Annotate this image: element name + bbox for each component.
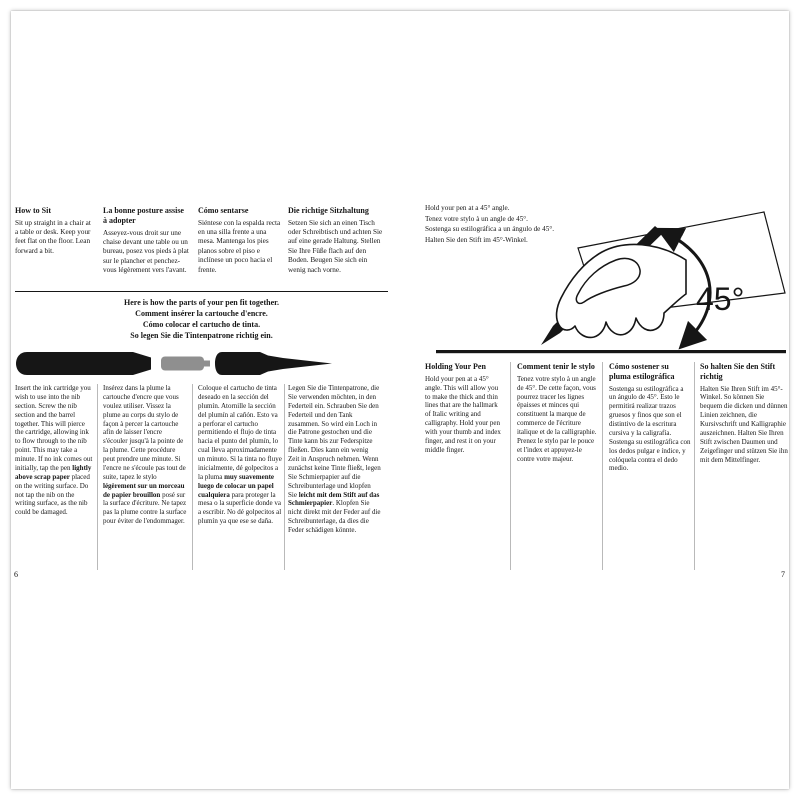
pen-parts-illustration xyxy=(15,349,337,378)
angle-caption-de: Halten Sie den Stift im 45°-Winkel. xyxy=(425,235,528,244)
hold-heading-fr: Comment tenir le stylo xyxy=(517,362,595,371)
sit-body-fr: Asseyez-vous droit sur une chaise devant une table ou un bureau, posez vos pieds à plat sur le plancher et penchez-vous légèrement vers l'avant. xyxy=(103,228,189,274)
hold-heading-en: Holding Your Pen xyxy=(425,362,486,371)
sit-heading-es: Cómo sentarse xyxy=(198,206,249,215)
sit-body-en: Sit up straight in a chair at a table or desk. Keep your feet flat on the floor. Lean forward a bit. xyxy=(15,218,91,255)
assembly-body-de: Legen Sie die Tintenpatrone, die Sie verwenden möchten, in den Federteil ein. Schrauben Sie den Federteil und den Tank zusammen. So wird ein Loch in die Patrone gestochen und die Tinte kann bis zur Federspitze fließen. Dies kann ein wenig Zeit in Anspruch nehmen. Wenn zunächst keine Tinte fließt, legen Sie Schmierpapier auf die Schreibunterlage und klopfen Sie leicht mit dem Stift auf das Schmierpapier. Klopfen Sie nicht direkt mit der Feder auf die Schreibunterlage, da dies die Feder schädigen könnte. xyxy=(288,384,381,534)
pen-barrel-shape xyxy=(16,352,151,375)
hold-body-de: Halten Sie Ihren Stift im 45°-Winkel. So können Sie bequem die dicken und dünnen Linien zeichnen, die Kursivschrift und Kalligraphie auszeichnen. Halten Sie Ihren Stift zwischen Daumen und Zeigefinger und stützen Sie ihn mit dem Mittelfinger. xyxy=(700,384,788,464)
assembly-body-es: Coloque el cartucho de tinta deseado en la sección del plumín. Atornille la sección del plumín al cañón. Esto va a perforar el cartucho permitiendo el flujo de tinta hacia el punto del plumín, lo cual lleva aproximadamente un minuto. Si la tinta no fluye inicialmente, dé golpecitos a la pluma muy suavemente luego de colocar un papel cualquiera para proteger la mesa o la superficie donde va a escribir. No dé golpecitos al plumín ya que ese se daña. xyxy=(198,384,282,526)
sit-column-de xyxy=(288,206,385,275)
assembly-body-fr: Insérez dans la plume la cartouche d'encre que vous voulez utiliser. Vissez la plume au corps du stylo de façon à percer la cartouche afin de laisser l'encre s'écouler jusqu'à la pointe de la plume. Cette procédure peut prendre une minute. Si l'encre ne s'écoule pas tout de suite, tapez le stylo légèrement sur un morceau de papier brouillon posé sur la surface d'écriture. Ne tapez pas la plume contre la surface pour éviter de l'endommager. xyxy=(103,384,187,526)
assembly-column-es xyxy=(198,384,282,526)
ink-cartridge-nipple xyxy=(204,361,210,367)
section-rule xyxy=(15,291,388,292)
hold-heading-es: Cómo sostener su pluma estilográfica xyxy=(609,362,675,381)
assembly-intro-line-de: So legen Sie die Tintenpatrone richtig ein. xyxy=(130,331,273,340)
sit-column-en xyxy=(15,206,95,256)
right-page-number: 7 xyxy=(781,570,785,579)
assembly-column-en xyxy=(15,384,95,517)
hold-column-de xyxy=(700,362,788,464)
ink-cartridge-shape xyxy=(161,357,204,371)
assembly-intro xyxy=(15,297,388,341)
column-separator xyxy=(510,362,511,570)
hold-body-en: Hold your pen at a 45° angle. This will allow you to make the thick and thin lines that are the hallmark of Italic writing and calligraphy. Hold your pen with your thumb and index finger, and rest it on your middle finger. xyxy=(425,374,501,454)
sit-body-es: Siéntese con la espalda recta en una silla frente a una mesa. Mantenga los pies planos sobre el piso e inclínese un poco hacia el frente. xyxy=(198,218,281,274)
angle-caption-fr: Tenez votre stylo à un angle de 45°. xyxy=(425,214,528,223)
column-separator xyxy=(97,384,98,570)
angle-caption-en: Hold your pen at a 45° angle. xyxy=(425,204,510,212)
left-page-number: 6 xyxy=(14,570,18,579)
sit-column-es xyxy=(198,206,282,275)
hold-column-es xyxy=(609,362,692,473)
assembly-intro-line-en: Here is how the parts of your pen fit together. xyxy=(124,298,279,307)
writing-surface-line xyxy=(436,350,786,353)
assembly-body-en: Insert the ink cartridge you wish to use into the nib section. Screw the nib section and the barrel together. This will pierce the cartridge, allowing ink to flow through to the nib point. This may take a minute. If no ink comes out initially, tap the pen lightly above scrap paper placed on the writing surface. Do not tap the nib on the writing surface, as the nib could be damaged. xyxy=(15,384,93,517)
sit-column-fr xyxy=(103,206,189,275)
angle-caption-es: Sostenga su estilográfica a un ángulo de 45°. xyxy=(425,225,555,233)
column-separator xyxy=(284,384,285,570)
column-separator xyxy=(192,384,193,570)
sit-body-de: Setzen Sie sich an einen Tisch oder Schreibtisch und achten Sie auf eine gerade Haltung. Stellen Sie Ihre Füße flach auf den Boden. Beugen Sie sich ein wenig nach vorne. xyxy=(288,218,383,274)
assembly-intro-line-es: Cómo colocar el cartucho de tinta. xyxy=(142,320,261,329)
angle-label: 45° xyxy=(696,281,745,317)
assembly-intro-line-fr: Comment insérer la cartouche d'encre. xyxy=(135,309,268,318)
column-separator xyxy=(694,362,695,570)
column-separator xyxy=(602,362,603,570)
hold-body-fr: Tenez votre stylo à un angle de 45°. De cette façon, vous pourrez tracer les lignes épaisses et minces qui constituent la marque de commerce de l'écriture italique et de la calligraphie. Prenez le stylo par le pouce et l'index et appuyez-le contre votre majeur. xyxy=(517,374,597,463)
sit-heading-fr: La bonne posture assise à adopter xyxy=(103,206,184,225)
angle-caption xyxy=(425,203,615,245)
hold-body-es: Sostenga su estilográfica a un ángulo de 45°. Esto le permitirá realizar trazos gruesos y finos que son el distintivo de la escritura cursiva y la caligrafía. Sostenga su estilográfica con los dedos pulgar e índice, y colóquela contra el dedo medio. xyxy=(609,384,691,473)
hold-heading-de: So halten Sie den Stift richtig xyxy=(700,362,776,381)
hold-column-fr xyxy=(517,362,597,464)
nib-section-shape xyxy=(215,352,332,375)
hold-column-en xyxy=(425,362,505,455)
sit-heading-de: Die richtige Sitzhaltung xyxy=(288,206,369,215)
sit-heading-en: How to Sit xyxy=(15,206,51,215)
assembly-column-fr xyxy=(103,384,187,526)
right-page xyxy=(400,0,800,800)
assembly-column-de xyxy=(288,384,381,535)
